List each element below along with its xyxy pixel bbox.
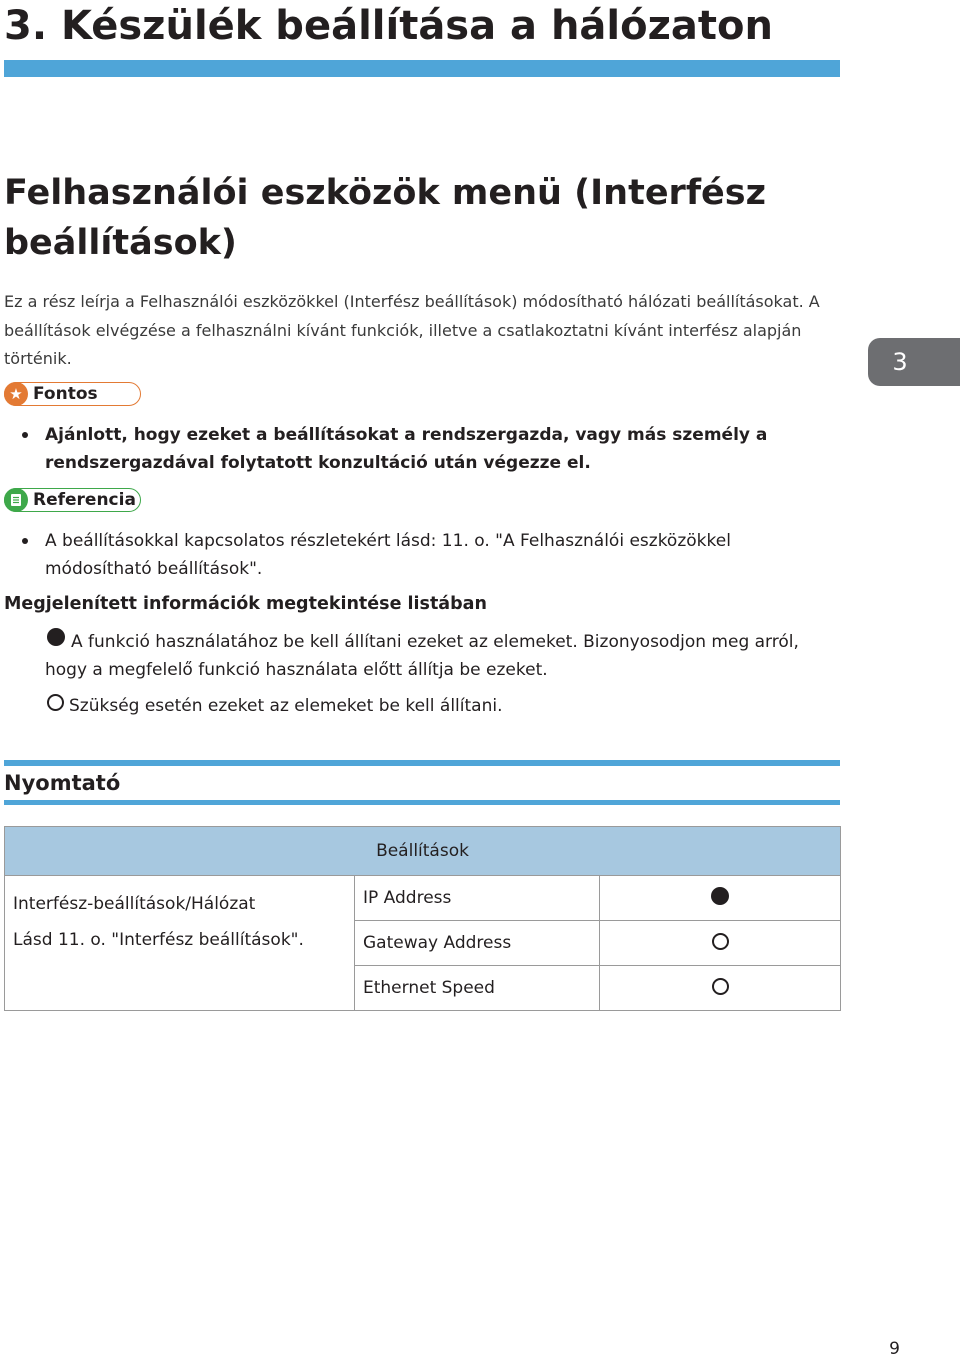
book-icon bbox=[4, 488, 28, 512]
table-header-cell: Beállítások bbox=[5, 827, 841, 876]
printer-rule-bottom bbox=[4, 800, 840, 805]
reference-note-item: A beállításokkal kapcsolatos részletekért lásd: 11. o. "A Felhasználói eszközökkel módosítható beállítások". bbox=[45, 531, 731, 579]
setting-mark-cell bbox=[600, 921, 841, 966]
legend-optional-text: Szükség esetén ezeket az elemeket be kell állítani. bbox=[69, 696, 503, 716]
table-row bbox=[5, 876, 841, 921]
legend-title: Megjelenített információk megtekintése listában bbox=[4, 594, 487, 614]
setting-name-cell: IP Address bbox=[355, 876, 600, 921]
open-circle-icon bbox=[712, 978, 729, 995]
bullet-dot bbox=[22, 432, 28, 438]
table-header-row bbox=[5, 827, 841, 876]
reference-note-label bbox=[4, 488, 141, 512]
category-cell bbox=[5, 876, 355, 1011]
page-number: 9 bbox=[889, 1339, 900, 1359]
legend-required-text: A funkció használatához be kell állítani ezeket az elemeket. Bizonyosodjon meg arról, hogy a megfelelő funkció használata előtt állítja be ezeket. bbox=[45, 632, 799, 680]
printer-title: Nyomtató bbox=[4, 771, 121, 795]
filled-circle-icon bbox=[711, 887, 729, 905]
bullet-dot bbox=[22, 538, 28, 544]
setting-mark-cell bbox=[600, 876, 841, 921]
reference-note-title: Referencia bbox=[33, 490, 136, 510]
star-icon: ★ bbox=[4, 382, 28, 406]
important-note-title: Fontos bbox=[33, 384, 98, 404]
setting-name-cell: Gateway Address bbox=[355, 921, 600, 966]
category-name: Interfész-beállítások/Hálózat bbox=[13, 894, 256, 914]
open-circle-icon bbox=[47, 694, 64, 711]
setting-mark-cell bbox=[600, 966, 841, 1011]
chapter-title: 3. Készülék beállítása a hálózaton bbox=[4, 3, 773, 49]
open-circle-icon bbox=[712, 933, 729, 950]
intro-paragraph: Ez a rész leírja a Felhasználói eszközökkel (Interfész beállítások) módosítható hálózati beállításokat. A beállítások elvégzése a felhasználni kívánt funkciók, illetve a csatlakoztatni kívánt interfész alapján történik. bbox=[4, 292, 820, 368]
book-icon-glyph bbox=[10, 493, 22, 507]
setting-name-cell: Ethernet Speed bbox=[355, 966, 600, 1011]
section-title: Felhasználói eszközök menü (Interfész beállítások) bbox=[4, 173, 766, 263]
important-note-item: Ajánlott, hogy ezeket a beállításokat a rendszergazda, vagy más személy a rendszergazdával folytatott konzultáció után végezze el. bbox=[45, 425, 768, 473]
settings-table bbox=[4, 826, 841, 1011]
important-note-label bbox=[4, 382, 141, 406]
chapter-tab: 3 bbox=[868, 338, 960, 386]
printer-rule-top bbox=[4, 760, 840, 766]
chapter-title-rule bbox=[4, 60, 840, 77]
category-reference: Lásd 11. o. "Interfész beállítások". bbox=[13, 930, 304, 950]
